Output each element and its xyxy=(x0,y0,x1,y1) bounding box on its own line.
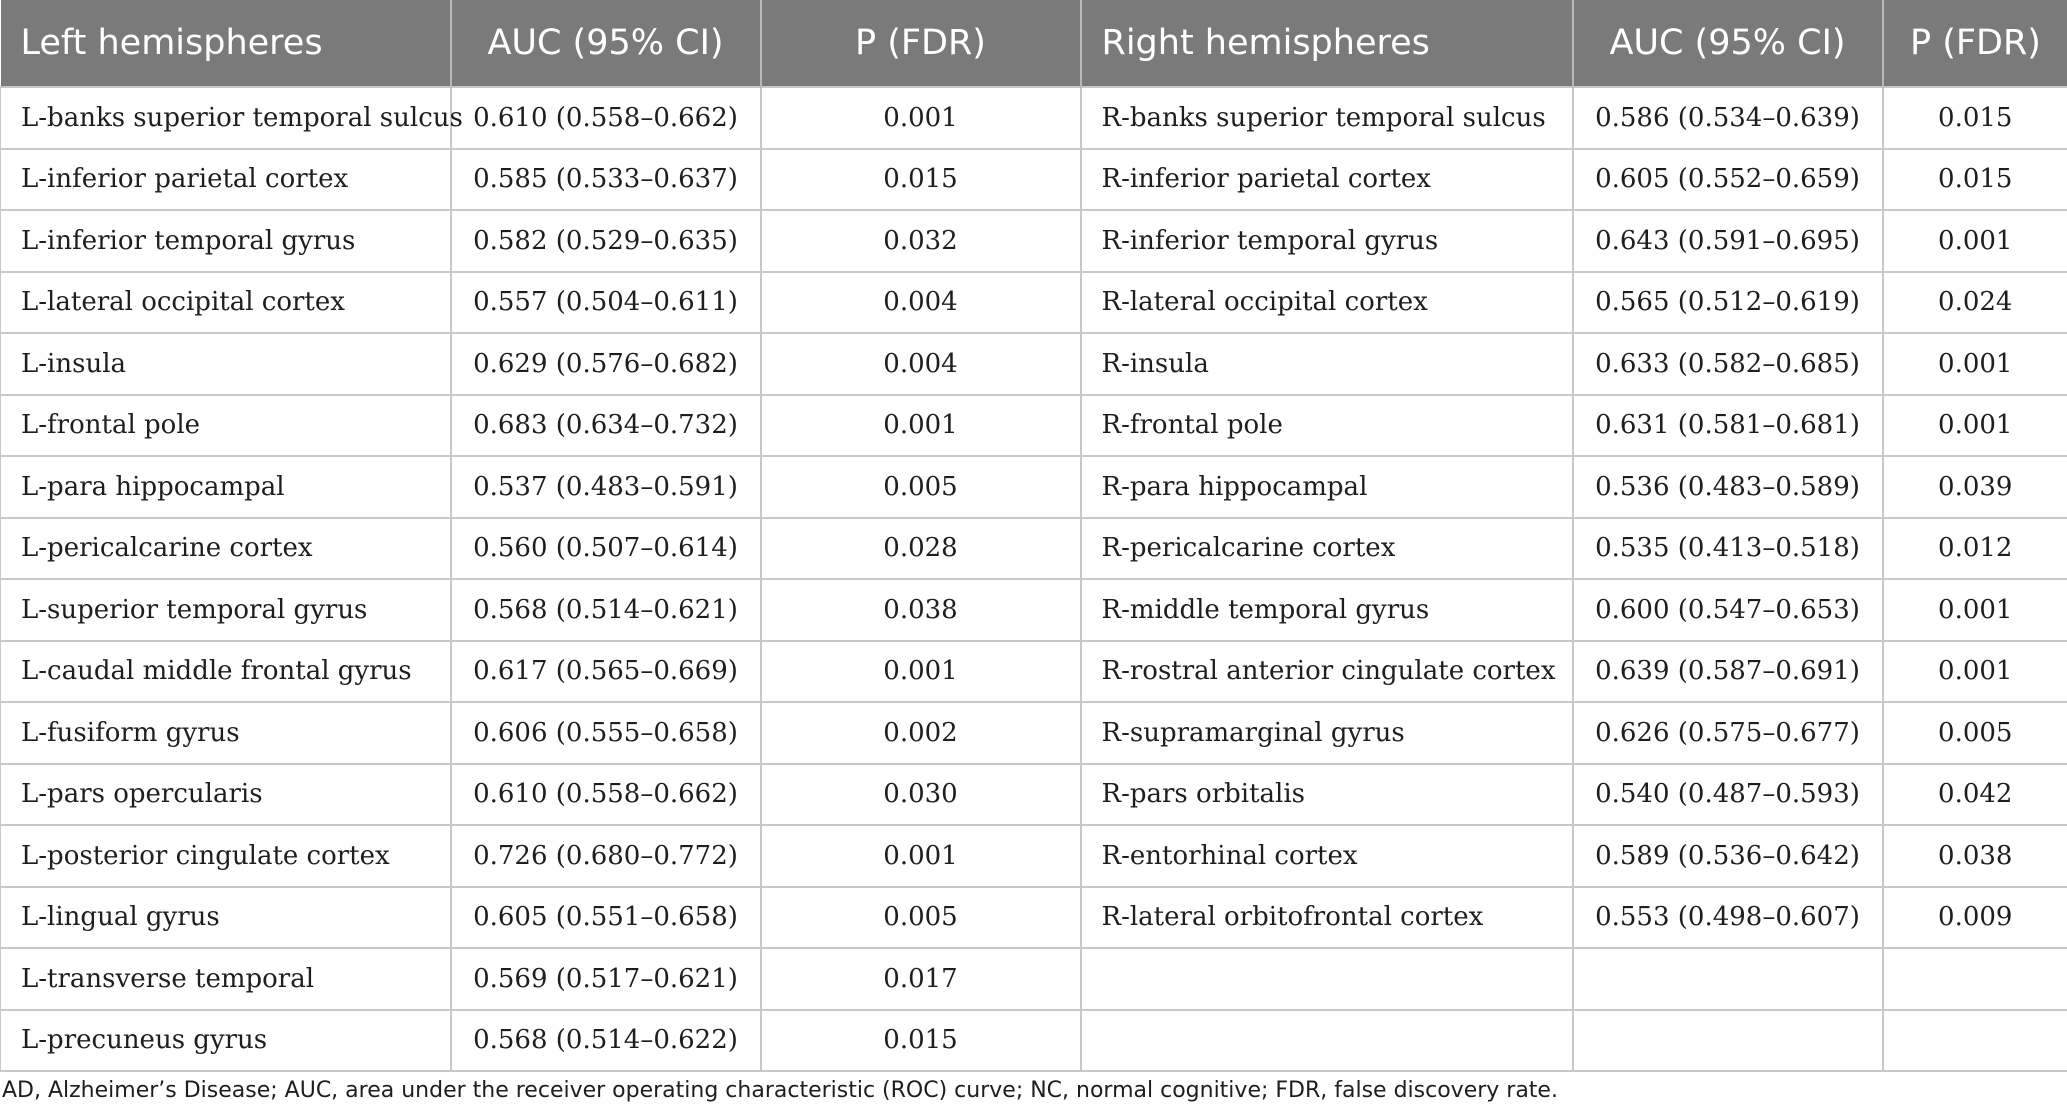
left-auc-cell: 0.557 (0.504–0.611) xyxy=(451,272,761,334)
right-auc-cell: 0.631 (0.581–0.681) xyxy=(1573,395,1883,457)
left-auc-cell: 0.582 (0.529–0.635) xyxy=(451,210,761,272)
header-left-hemispheres: Left hemispheres xyxy=(20,23,323,63)
right-p-cell: 0.015 xyxy=(1883,87,2067,149)
right-auc-cell: 0.605 (0.552–0.659) xyxy=(1573,149,1883,211)
left-p-cell: 0.038 xyxy=(761,579,1081,641)
right-region-cell: R-pericalcarine cortex xyxy=(1081,518,1573,580)
left-region-cell: L-para hippocampal xyxy=(1,456,451,518)
table-row xyxy=(1,1010,2067,1072)
right-auc-cell: 0.540 (0.487–0.593) xyxy=(1573,764,1883,826)
right-region-cell: R-supramarginal gyrus xyxy=(1081,702,1573,764)
right-auc-cell: 0.589 (0.536–0.642) xyxy=(1573,825,1883,887)
right-p-cell: 0.001 xyxy=(1883,641,2067,703)
right-auc-cell: 0.626 (0.575–0.677) xyxy=(1573,702,1883,764)
right-p-cell: 0.001 xyxy=(1883,210,2067,272)
table-row xyxy=(1,149,2067,211)
right-auc-cell: 0.600 (0.547–0.653) xyxy=(1573,579,1883,641)
left-region-cell: L-precuneus gyrus xyxy=(1,1010,451,1072)
right-region-cell: R-insula xyxy=(1081,333,1573,395)
right-region-cell: R-pars orbitalis xyxy=(1081,764,1573,826)
left-region-cell: L-banks superior temporal sulcus xyxy=(1,87,451,149)
right-p-cell: 0.012 xyxy=(1883,518,2067,580)
right-p-cell: 0.001 xyxy=(1883,333,2067,395)
left-region-cell: L-posterior cingulate cortex xyxy=(1,825,451,887)
left-p-cell: 0.001 xyxy=(761,395,1081,457)
table-row xyxy=(1,702,2067,764)
right-region-cell: R-entorhinal cortex xyxy=(1081,825,1573,887)
table-footnote: AD, Alzheimer’s Disease; AUC, area under the receiver operating characteristic (ROC) curve; NC, normal cognitive; FDR, false discovery rate. xyxy=(2,1078,1558,1103)
table-row xyxy=(1,518,2067,580)
left-auc-cell: 0.629 (0.576–0.682) xyxy=(451,333,761,395)
left-region-cell: L-pericalcarine cortex xyxy=(1,518,451,580)
right-region-cell: R-para hippocampal xyxy=(1081,456,1573,518)
left-p-cell: 0.017 xyxy=(761,948,1081,1010)
left-auc-cell: 0.683 (0.634–0.732) xyxy=(451,395,761,457)
left-p-cell: 0.028 xyxy=(761,518,1081,580)
right-p-cell: 0.039 xyxy=(1883,456,2067,518)
table-row xyxy=(1,641,2067,703)
right-p-cell: 0.009 xyxy=(1883,887,2067,949)
right-p-cell xyxy=(1883,948,2067,1010)
left-p-cell: 0.002 xyxy=(761,702,1081,764)
table-row xyxy=(1,272,2067,334)
left-p-cell: 0.004 xyxy=(761,272,1081,334)
right-p-cell: 0.024 xyxy=(1883,272,2067,334)
right-p-cell xyxy=(1883,1010,2067,1072)
left-region-cell: L-superior temporal gyrus xyxy=(1,579,451,641)
table-row xyxy=(1,764,2067,826)
table-row xyxy=(1,579,2067,641)
left-p-cell: 0.001 xyxy=(761,641,1081,703)
right-auc-cell xyxy=(1573,1010,1883,1072)
left-auc-cell: 0.585 (0.533–0.637) xyxy=(451,149,761,211)
header-right-auc: AUC (95% CI) xyxy=(1573,0,1883,87)
right-region-cell: R-frontal pole xyxy=(1081,395,1573,457)
left-region-cell: L-insula xyxy=(1,333,451,395)
left-auc-cell: 0.569 (0.517–0.621) xyxy=(451,948,761,1010)
left-p-cell: 0.032 xyxy=(761,210,1081,272)
table-body xyxy=(1,87,2067,1071)
left-p-cell: 0.015 xyxy=(761,149,1081,211)
left-p-cell: 0.015 xyxy=(761,1010,1081,1072)
right-region-cell: R-inferior temporal gyrus xyxy=(1081,210,1573,272)
left-p-cell: 0.005 xyxy=(761,456,1081,518)
left-region-cell: L-frontal pole xyxy=(1,395,451,457)
left-region-cell: L-lingual gyrus xyxy=(1,887,451,949)
left-p-cell: 0.001 xyxy=(761,87,1081,149)
right-p-cell: 0.038 xyxy=(1883,825,2067,887)
right-region-cell: R-inferior parietal cortex xyxy=(1081,149,1573,211)
left-auc-cell: 0.617 (0.565–0.669) xyxy=(451,641,761,703)
left-region-cell: L-inferior parietal cortex xyxy=(1,149,451,211)
right-region-cell: R-lateral orbitofrontal cortex xyxy=(1081,887,1573,949)
right-region-cell xyxy=(1081,948,1573,1010)
right-p-cell: 0.042 xyxy=(1883,764,2067,826)
table-header xyxy=(1,0,2067,87)
right-auc-cell: 0.553 (0.498–0.607) xyxy=(1573,887,1883,949)
left-region-cell: L-lateral occipital cortex xyxy=(1,272,451,334)
right-auc-cell: 0.536 (0.483–0.589) xyxy=(1573,456,1883,518)
right-region-cell: R-banks superior temporal sulcus xyxy=(1081,87,1573,149)
left-auc-cell: 0.610 (0.558–0.662) xyxy=(451,87,761,149)
left-region-cell: L-inferior temporal gyrus xyxy=(1,210,451,272)
left-p-cell: 0.001 xyxy=(761,825,1081,887)
table-row xyxy=(1,395,2067,457)
left-auc-cell: 0.610 (0.558–0.662) xyxy=(451,764,761,826)
left-auc-cell: 0.560 (0.507–0.614) xyxy=(451,518,761,580)
right-auc-cell: 0.586 (0.534–0.639) xyxy=(1573,87,1883,149)
right-p-cell: 0.001 xyxy=(1883,395,2067,457)
right-p-cell: 0.001 xyxy=(1883,579,2067,641)
header-right-hemispheres: Right hemispheres xyxy=(1081,0,1573,87)
left-region-cell: L-fusiform gyrus xyxy=(1,702,451,764)
table-row xyxy=(1,825,2067,887)
right-region-cell: R-lateral occipital cortex xyxy=(1081,272,1573,334)
left-auc-cell: 0.605 (0.551–0.658) xyxy=(451,887,761,949)
right-auc-cell: 0.565 (0.512–0.619) xyxy=(1573,272,1883,334)
table-row xyxy=(1,948,2067,1010)
left-region-cell: L-transverse temporal xyxy=(1,948,451,1010)
left-region-cell: L-caudal middle frontal gyrus xyxy=(1,641,451,703)
table-row xyxy=(1,87,2067,149)
left-auc-cell: 0.606 (0.555–0.658) xyxy=(451,702,761,764)
left-auc-cell: 0.537 (0.483–0.591) xyxy=(451,456,761,518)
left-auc-cell: 0.568 (0.514–0.622) xyxy=(451,1010,761,1072)
header-left-auc: AUC (95% CI) xyxy=(451,0,761,87)
table-row xyxy=(1,333,2067,395)
right-auc-cell: 0.643 (0.591–0.695) xyxy=(1573,210,1883,272)
left-p-cell: 0.030 xyxy=(761,764,1081,826)
right-p-cell: 0.005 xyxy=(1883,702,2067,764)
header-row xyxy=(1,0,2067,87)
right-auc-cell: 0.633 (0.582–0.685) xyxy=(1573,333,1883,395)
left-auc-cell: 0.726 (0.680–0.772) xyxy=(451,825,761,887)
right-auc-cell xyxy=(1573,948,1883,1010)
right-p-cell: 0.015 xyxy=(1883,149,2067,211)
table-row xyxy=(1,210,2067,272)
left-auc-cell: 0.568 (0.514–0.621) xyxy=(451,579,761,641)
header-left-p-fdr: P (FDR) xyxy=(761,0,1081,87)
right-region-cell: R-rostral anterior cingulate cortex xyxy=(1081,641,1573,703)
right-auc-cell: 0.639 (0.587–0.691) xyxy=(1573,641,1883,703)
table-row xyxy=(1,456,2067,518)
table-row xyxy=(1,887,2067,949)
left-region-cell: L-pars opercularis xyxy=(1,764,451,826)
right-auc-cell: 0.535 (0.413–0.518) xyxy=(1573,518,1883,580)
header-right-p-fdr: P (FDR) xyxy=(1883,0,2067,87)
left-p-cell: 0.005 xyxy=(761,887,1081,949)
right-region-cell xyxy=(1081,1010,1573,1072)
right-region-cell: R-middle temporal gyrus xyxy=(1081,579,1573,641)
left-p-cell: 0.004 xyxy=(761,333,1081,395)
